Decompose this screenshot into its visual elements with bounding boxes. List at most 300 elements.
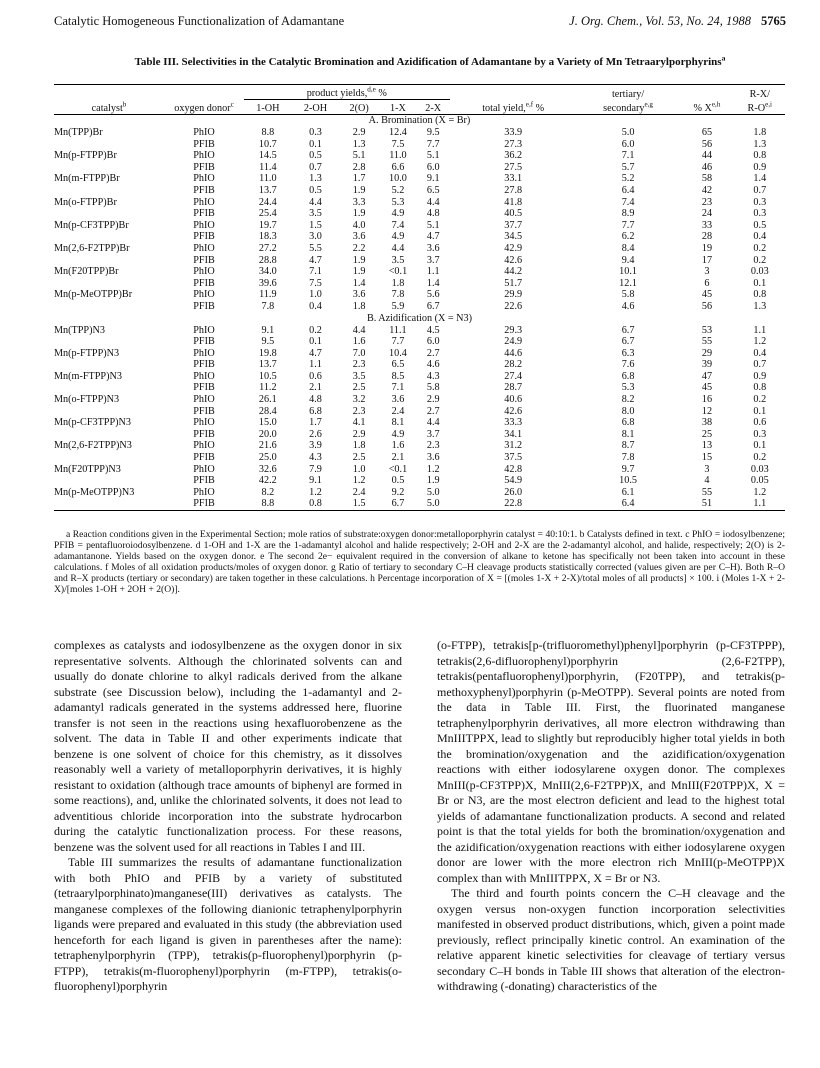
value-cell: 3 <box>704 463 710 475</box>
value-cell: 0.03 <box>750 463 769 475</box>
value-cell: 8.5 <box>391 370 405 382</box>
table-row <box>54 255 785 267</box>
value-cell: 42.9 <box>504 242 523 254</box>
paragraph: (o-FTPP), tetrakis[p-(trifluoromethyl)phenyl]porphyrin (p-CF3TPPP), tetrakis(2,6-difluorophenyl)porphyrin (2,6-F2TPP), tetrakis(pentafluorophenyl)porphyrin, (F20TPP), and tetrakis(p-methoxyphenyl)porphyrin (p-MeOTPP). Several points are noted from the data in Table III. First, the fluorinated manganese tetraphenylporphyrin derivatives, all more electron withdrawing than MnIIITPPX, lead to slightly but reproducibly higher total yields in both the bromination/oxygenation and the azidification/oxygenation reactions with either iodosylarene oxygen donor. The complexes MnIII(p-CF3TPP)X, MnIII(2,6-F2TPP)X, and MnIII(F20TPP)X, X = Br or N3, are the most electron deficient and lead to the highest total yields of adamantane functionalization products. A second and related point is that the total yields for both the bromination/oxygenation and the azidification/oxygenation reactions with either iodosylarene oxygen donor are lower with the more electron rich MnIII(p-MeOTPP)X complex than with MnIIITPPX, X = Br or N3. <box>437 638 785 885</box>
value-cell: 34.1 <box>504 428 523 440</box>
table-row <box>54 127 785 139</box>
value-cell: 42 <box>701 184 713 196</box>
value-cell: 33.1 <box>504 173 523 185</box>
value-cell: 0.7 <box>309 161 322 173</box>
oxidant-cell: PhIO <box>193 266 215 278</box>
value-cell: 1.8 <box>753 127 767 138</box>
catalyst-cell: Mn(m-FTPP)Br <box>54 173 120 185</box>
value-cell: 2.9 <box>426 394 440 406</box>
value-cell: 2.3 <box>352 359 366 371</box>
value-cell: 9.1 <box>426 173 440 185</box>
catalyst-cell <box>54 208 164 220</box>
value-cell: 1.3 <box>309 173 322 185</box>
value-cell: 5.3 <box>391 196 405 208</box>
value-cell: 2.8 <box>352 161 366 173</box>
table-row <box>54 429 785 441</box>
value-cell: 0.5 <box>753 219 767 231</box>
value-cell: 2.4 <box>352 486 366 498</box>
value-cell: 19 <box>701 242 713 254</box>
col-total-unit: % <box>533 103 545 114</box>
value-cell: 8.0 <box>621 405 635 417</box>
value-cell: 7.7 <box>426 138 440 150</box>
catalyst-cell <box>54 406 164 418</box>
value-cell: 1.8 <box>391 277 405 289</box>
value-cell: 3.7 <box>426 428 440 440</box>
value-cell: 0.03 <box>750 266 769 278</box>
value-cell: 3.9 <box>309 440 322 452</box>
value-cell: 0.2 <box>753 242 767 254</box>
value-cell: 39.6 <box>258 277 277 289</box>
value-cell: 6.7 <box>391 498 405 510</box>
value-cell: 28.7 <box>504 382 523 394</box>
value-cell: 27.4 <box>504 370 523 382</box>
value-cell: 1.6 <box>391 440 405 452</box>
value-cell: 5.6 <box>426 289 440 301</box>
value-cell: 9.1 <box>261 324 275 336</box>
col-rx-label: R-O <box>747 103 766 114</box>
value-cell: 1.9 <box>352 266 366 278</box>
oxidant-cell: PFIB <box>193 428 215 440</box>
caption-footnote-mark: a <box>721 53 726 63</box>
value-cell: 9.4 <box>621 254 635 266</box>
value-cell: 0.2 <box>753 452 767 464</box>
value-cell: 3.6 <box>426 452 440 464</box>
col-ts-bottom <box>577 100 679 115</box>
value-cell: 4.7 <box>309 347 322 359</box>
col-catalyst <box>54 100 164 115</box>
value-cell: 10.0 <box>389 173 407 185</box>
oxidant-cell: PFIB <box>193 277 215 289</box>
col-rx-top: R-X/ <box>749 88 770 100</box>
value-cell: 10.1 <box>619 266 637 278</box>
value-cell: 6.0 <box>426 336 440 348</box>
catalyst-cell <box>54 231 164 243</box>
value-cell: 5.2 <box>391 184 405 196</box>
spacer <box>164 85 244 100</box>
value-cell: 36.2 <box>504 150 523 162</box>
value-cell: 7.0 <box>352 347 366 359</box>
value-cell: 11.0 <box>259 173 277 185</box>
value-cell: 1.3 <box>352 138 366 150</box>
value-cell: 3.6 <box>426 242 440 254</box>
value-cell: 18.3 <box>258 231 277 243</box>
value-cell: 4.4 <box>309 196 322 208</box>
value-cell: 6 <box>704 277 710 289</box>
value-cell: 0.3 <box>753 428 767 440</box>
value-cell: 4.4 <box>391 242 405 254</box>
value-cell: 27.3 <box>504 138 523 150</box>
oxidant-cell: PhIO <box>193 150 215 162</box>
oxidant-cell: PFIB <box>193 138 215 150</box>
value-cell: 4.3 <box>309 452 322 464</box>
value-cell: 45 <box>701 289 713 301</box>
table-row <box>54 406 785 418</box>
value-cell: 5.1 <box>426 219 440 231</box>
value-cell: 13.7 <box>258 359 277 371</box>
oxidant-cell: PhIO <box>193 219 215 231</box>
value-cell: 1.1 <box>426 266 440 278</box>
value-cell: 54.9 <box>504 475 523 487</box>
value-cell: 12 <box>701 405 713 417</box>
value-cell: 3.6 <box>391 394 405 406</box>
value-cell: 4.7 <box>426 231 440 243</box>
value-cell: 39 <box>701 359 713 371</box>
table-caption <box>100 53 760 69</box>
value-cell: 20.0 <box>258 428 277 440</box>
table-row <box>54 394 785 406</box>
oxidant-cell: PhIO <box>193 289 215 301</box>
value-cell: 46 <box>701 161 713 173</box>
oxidant-cell: PFIB <box>193 498 215 510</box>
value-cell: 4.9 <box>391 208 405 220</box>
col-oxidant <box>164 100 244 115</box>
oxidant-cell: PFIB <box>193 405 215 417</box>
value-cell: 3.5 <box>309 208 322 220</box>
paragraph: The third and fourth points concern the C–H cleavage and the oxygen versus non-oxygen function incorporation selectivities manifested in observed product distributions, which, given a point made previously, reflect principally kinetic control. An examination of the relative apparent kinetic selectivities for cleavage of tertiary versus secondary C–H bonds in Table III shows that alteration of the electron-withdrawing (-donating) characteristics of the <box>437 886 785 993</box>
value-cell: 0.5 <box>309 184 322 196</box>
value-cell: 0.3 <box>753 208 767 220</box>
value-cell: 0.8 <box>753 289 767 301</box>
col-catalyst-mark: b <box>122 100 127 109</box>
table-row <box>54 301 785 313</box>
value-cell: 6.8 <box>621 370 635 382</box>
value-cell: 42.8 <box>504 463 523 475</box>
value-cell: 5.5 <box>309 242 322 254</box>
value-cell: 33.9 <box>504 127 523 138</box>
value-cell: 55 <box>701 336 713 348</box>
value-cell: 3.6 <box>352 289 366 301</box>
value-cell: 65 <box>701 127 713 138</box>
value-cell: 12.4 <box>389 127 407 138</box>
value-cell: 34.5 <box>504 231 523 243</box>
value-cell: 4.7 <box>309 254 322 266</box>
value-cell: 33 <box>701 219 713 231</box>
value-cell: 5.2 <box>621 173 635 185</box>
product-yields-header <box>244 85 450 100</box>
value-cell: 37.7 <box>504 219 523 231</box>
table-row <box>54 185 785 197</box>
value-cell: 1.7 <box>352 173 366 185</box>
value-cell: 11.0 <box>389 150 407 162</box>
value-cell: 0.5 <box>391 475 405 487</box>
value-cell: 42.2 <box>258 475 277 487</box>
oxidant-cell: PhIO <box>193 417 215 429</box>
value-cell: 5.9 <box>391 300 405 312</box>
value-cell: 7.8 <box>261 300 275 312</box>
table-body <box>54 115 785 511</box>
footnote-text: a Reaction conditions given in the Experimental Section; mole ratios of substrate:oxygen donor:metalloporphyrin catalyst = 40:10:1. b Catalysts defined in text. c PhIO = iodosylbenzene; PFIB = pentafluoroiodosylbenzene. d 1-OH and 1-X are the 1-adamantyl alcohol and halide respectively; 2-OH and 2-X are the 2-adamantyl alcohol, and halide, respectively; 2(O) is 2-adamantanone. Yields based on the oxygen donor. e The second 2e− equivalent required in the conversion of alkane to ketone has specifically not been taken into account in these calculations. f Moles of all oxidation products/moles of oxygen donor. g Ratio of tertiary to secondary C–H cleavage products statistically corrected (values given are per C–H). Both R–O and R–X products (tertiary or secondary) are taken together in these calculations. h Percentage incorporation of X = [(moles 1-X + 2-X)/total moles of all products] × 100. i (Moles 1-X + 2-X)/[moles 1-OH + 2OH + 2(O)]. <box>54 529 785 595</box>
value-cell: 0.6 <box>309 370 322 382</box>
col-ts-mark: e,g <box>644 100 653 109</box>
group-unit: % <box>375 88 387 99</box>
value-cell: 1.1 <box>309 359 322 371</box>
value-cell: 8.1 <box>621 428 635 440</box>
value-cell: 1.2 <box>352 475 366 487</box>
value-cell: 4 <box>704 475 710 487</box>
value-cell: 5.8 <box>426 382 440 394</box>
table-row <box>54 498 785 510</box>
value-cell: 9.7 <box>621 463 635 475</box>
value-cell: 28.2 <box>504 359 523 371</box>
value-cell: 7.7 <box>621 219 635 231</box>
oxidant-cell: PFIB <box>193 231 215 243</box>
value-cell: 24.9 <box>504 336 523 348</box>
table-row <box>54 278 785 290</box>
value-cell: 2.3 <box>426 440 440 452</box>
journal-ref: J. Org. Chem., Vol. 53, No. 24, 1988 <box>569 14 751 28</box>
oxidant-cell: PhIO <box>193 347 215 359</box>
value-cell: 0.7 <box>753 184 767 196</box>
value-cell: 5.3 <box>621 382 635 394</box>
value-cell: 2.2 <box>352 242 366 254</box>
value-cell: 37.5 <box>504 452 523 464</box>
value-cell: 44.6 <box>504 347 523 359</box>
value-cell: 6.4 <box>621 184 635 196</box>
oxidant-cell: PhIO <box>193 370 215 382</box>
catalyst-cell: Mn(o-FTPP)Br <box>54 196 117 208</box>
value-cell: 7.8 <box>391 289 405 301</box>
value-cell: 1.3 <box>753 138 767 150</box>
oxidant-cell: PFIB <box>193 359 215 371</box>
value-cell: 1.9 <box>352 184 366 196</box>
catalyst-cell: Mn(2,6-F2TPP)Br <box>54 242 130 254</box>
value-cell: 2.6 <box>309 428 322 440</box>
catalyst-cell: Mn(m-FTPP)N3 <box>54 370 122 382</box>
value-cell: 0.3 <box>753 196 767 208</box>
value-cell: 1.1 <box>753 498 767 510</box>
value-cell: 23 <box>701 196 713 208</box>
value-cell: 2.5 <box>352 382 366 394</box>
value-cell: 8.9 <box>621 208 635 220</box>
section-title: A. Bromination (X = Br) <box>368 115 471 127</box>
value-cell: 44.2 <box>504 266 523 278</box>
table-row <box>54 475 785 487</box>
value-cell: 4.9 <box>391 231 405 243</box>
value-cell: 2.9 <box>352 428 366 440</box>
value-cell: 8.8 <box>261 127 275 138</box>
value-cell: 1.9 <box>352 208 366 220</box>
oxidant-cell: PhIO <box>193 324 215 336</box>
value-cell: 8.1 <box>391 417 405 429</box>
value-cell: 21.6 <box>258 440 277 452</box>
data-table <box>54 85 785 510</box>
value-cell: 12.1 <box>619 277 637 289</box>
value-cell: 9.5 <box>261 336 275 348</box>
value-cell: 1.2 <box>753 486 767 498</box>
value-cell: 0.4 <box>309 300 322 312</box>
catalyst-cell <box>54 475 164 487</box>
value-cell: 7.1 <box>391 382 405 394</box>
value-cell: 1.0 <box>352 463 366 475</box>
value-cell: 34.0 <box>258 266 277 278</box>
value-cell: 3.5 <box>391 254 405 266</box>
table-row <box>54 162 785 174</box>
col-px-label: % X <box>693 103 712 114</box>
paragraph: Table III summarizes the results of adamantane functionalization with both PhIO and PFIB by a variety of substituted (tetraarylporphinato)manganese(III) derivatives as catalysts. The manganese complexes of the following dianionic tetraphenylporphyrin ligands were prepared and evaluated in this study (the abbreviation used henceforth for each ligand is given in parentheses after the name): tetraphenylporphyrin (TPP), tetrakis(p-fluorophenyl)porphyrin (p-FTPP), tetrakis(m-fluorophenyl)porphyrin (m-FTPP), tetrakis(o-fluorophenyl)porphyrin <box>54 855 402 993</box>
value-cell: 33.3 <box>504 417 523 429</box>
value-cell: 27.5 <box>504 161 523 173</box>
oxidant-cell: PFIB <box>193 475 215 487</box>
catalyst-cell <box>54 498 164 510</box>
value-cell: 6.3 <box>621 347 635 359</box>
value-cell: 42.6 <box>504 254 523 266</box>
value-cell: 0.4 <box>753 231 767 243</box>
oxidant-cell: PhIO <box>193 173 215 185</box>
value-cell: 4.6 <box>621 300 635 312</box>
value-cell: 55 <box>701 486 713 498</box>
value-cell: 24.4 <box>258 196 277 208</box>
catalyst-cell: Mn(p-CF3TPP)N3 <box>54 417 131 429</box>
catalyst-cell: Mn(p-FTPP)Br <box>54 150 117 162</box>
value-cell: 0.3 <box>309 127 322 138</box>
col-catalyst-label: catalyst <box>91 103 123 114</box>
value-cell: 13.7 <box>258 184 277 196</box>
table-row <box>54 231 785 243</box>
value-cell: 8.2 <box>621 394 635 406</box>
value-cell: 5.1 <box>352 150 366 162</box>
value-cell: 51 <box>701 498 713 510</box>
value-cell: 7.5 <box>391 138 405 150</box>
value-cell: 19.7 <box>258 219 277 231</box>
body-column-right <box>437 638 785 995</box>
value-cell: 7.7 <box>391 336 405 348</box>
catalyst-cell <box>54 382 164 394</box>
value-cell: 19.8 <box>258 347 277 359</box>
col-1-oh: 1-OH <box>244 100 292 115</box>
value-cell: 6.8 <box>309 405 322 417</box>
value-cell: 4.1 <box>352 417 366 429</box>
catalyst-cell: Mn(p-MeOTPP)N3 <box>54 486 135 498</box>
table-row <box>54 336 785 348</box>
value-cell: 1.3 <box>753 300 767 312</box>
table-row <box>54 243 785 255</box>
value-cell: 1.1 <box>753 324 767 336</box>
value-cell: 44 <box>701 150 713 162</box>
value-cell: 0.9 <box>753 370 767 382</box>
value-cell: 0.8 <box>309 498 322 510</box>
value-cell: 4.4 <box>426 196 440 208</box>
col-oxidant-mark: c <box>230 100 234 109</box>
value-cell: <0.1 <box>388 266 408 278</box>
value-cell: 47 <box>701 370 713 382</box>
col-2-o: 2(O) <box>339 100 379 115</box>
value-cell: 22.6 <box>504 300 523 312</box>
oxidant-cell: PFIB <box>193 336 215 348</box>
table-row <box>54 487 785 499</box>
value-cell: 5.0 <box>426 486 440 498</box>
value-cell: 8.7 <box>621 440 635 452</box>
value-cell: 6.7 <box>621 324 635 336</box>
value-cell: 10.7 <box>258 138 277 150</box>
value-cell: 56 <box>701 300 713 312</box>
value-cell: 28.4 <box>258 405 277 417</box>
value-cell: 32.6 <box>258 463 277 475</box>
catalyst-cell <box>54 139 164 151</box>
value-cell: 4.3 <box>426 370 440 382</box>
oxidant-cell: PhIO <box>193 394 215 406</box>
catalyst-cell <box>54 255 164 267</box>
value-cell: 6.8 <box>621 417 635 429</box>
value-cell: 3.7 <box>426 254 440 266</box>
value-cell: 10.5 <box>619 475 637 487</box>
value-cell: 28.8 <box>258 254 277 266</box>
value-cell: 8.2 <box>261 486 275 498</box>
journal-citation <box>569 14 786 29</box>
catalyst-cell: Mn(o-FTPP)N3 <box>54 394 120 406</box>
oxidant-cell: PFIB <box>193 254 215 266</box>
page-number: 5765 <box>761 14 786 28</box>
col-total <box>450 100 577 115</box>
value-cell: 1.2 <box>426 463 440 475</box>
oxidant-cell: PFIB <box>193 208 215 220</box>
value-cell: 0.1 <box>753 405 767 417</box>
value-cell: 7.1 <box>309 266 322 278</box>
oxidant-cell: PhIO <box>193 463 215 475</box>
value-cell: 8.8 <box>261 498 275 510</box>
value-cell: 2.4 <box>391 405 405 417</box>
value-cell: 4.4 <box>426 417 440 429</box>
value-cell: 27.8 <box>504 184 523 196</box>
value-cell: 10.4 <box>389 347 407 359</box>
value-cell: 31.2 <box>504 440 523 452</box>
value-cell: 2.7 <box>426 405 440 417</box>
value-cell: 0.6 <box>753 417 767 429</box>
catalyst-cell: Mn(p-MeOTPP)Br <box>54 289 133 301</box>
value-cell: <0.1 <box>388 463 408 475</box>
value-cell: 26.0 <box>504 486 523 498</box>
value-cell: 2.1 <box>309 382 322 394</box>
table-row <box>54 348 785 360</box>
table-row <box>54 464 785 476</box>
oxidant-cell: PFIB <box>193 300 215 312</box>
catalyst-cell <box>54 359 164 371</box>
col-rx-mark: e,i <box>765 100 773 109</box>
value-cell: 9.2 <box>391 486 405 498</box>
oxidant-cell: PFIB <box>193 452 215 464</box>
value-cell: 1.0 <box>309 289 322 301</box>
value-cell: 11.9 <box>259 289 277 301</box>
value-cell: 40.6 <box>504 394 523 406</box>
col-px-mark: e,h <box>711 100 721 109</box>
value-cell: 45 <box>701 382 713 394</box>
catalyst-cell <box>54 162 164 174</box>
running-head <box>54 14 786 29</box>
value-cell: 11.1 <box>389 324 407 336</box>
value-cell: 1.7 <box>309 417 322 429</box>
value-cell: 4.4 <box>352 324 366 336</box>
value-cell: 0.9 <box>753 161 767 173</box>
value-cell: 38 <box>701 417 713 429</box>
value-cell: 6.6 <box>391 161 405 173</box>
value-cell: 4.0 <box>352 219 366 231</box>
value-cell: 26.1 <box>258 394 277 406</box>
value-cell: 11.4 <box>259 161 277 173</box>
table-iii <box>54 84 785 511</box>
value-cell: 22.8 <box>504 498 523 510</box>
value-cell: 6.4 <box>621 498 635 510</box>
value-cell: 6.1 <box>621 486 635 498</box>
catalyst-cell: Mn(F20TPP)Br <box>54 266 119 278</box>
value-cell: 6.0 <box>426 161 440 173</box>
value-cell: 0.8 <box>753 150 767 162</box>
section-title: B. Azidification (X = N3) <box>366 312 473 324</box>
value-cell: 0.1 <box>309 336 322 348</box>
